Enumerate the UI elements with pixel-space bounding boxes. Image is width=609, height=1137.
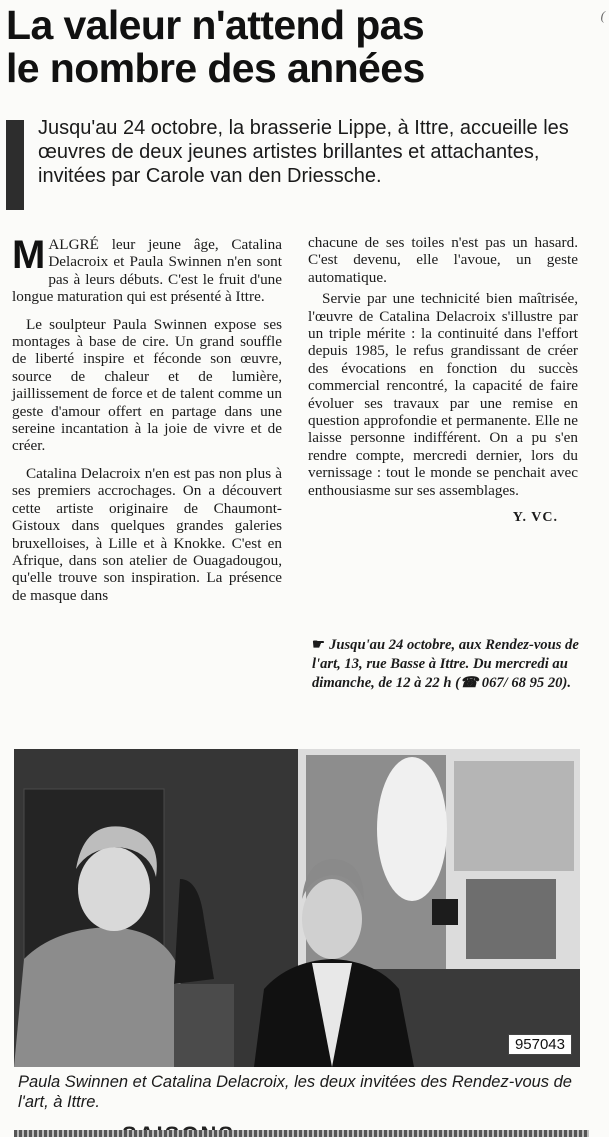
drop-cap: M	[12, 233, 46, 277]
margin-mark: (	[600, 8, 605, 23]
photo-illustration	[14, 749, 580, 1067]
paragraph-1-text: ALGRÉ leur jeune âge, Catalina Delacroix et Paula Swinnen n'en sont pas à leurs débuts. C'est le fruit d'une longue maturation qui est présenté à Ittre.	[12, 236, 282, 306]
paragraph-1	[12, 233, 282, 306]
paragraph-3: Catalina Delacroix n'en est pas non plus à ses premiers accrochages. On a découvert cette artiste originaire de Chaumont-Gistoux dans quelques grandes galeries bruxelloises, à Lille et à Knokke. C'est en Afrique, dans son atelier de Ouagadougou, qu'elle trouve son inspiration. La présence de masque dans	[12, 464, 282, 604]
author-signature: Y. VC.	[512, 510, 558, 526]
photo-reference-number: 957043	[508, 1034, 572, 1055]
lead-bar	[6, 120, 24, 210]
practical-info	[312, 636, 582, 693]
article-headline	[6, 4, 596, 90]
article-column-1	[12, 233, 282, 614]
paragraph-5: Servie par une technicité bien maîtrisée, l'œuvre de Catalina Delacroix s'illustre par un triple mérite : la continuité dans l'effort depuis 1985, le refus grandissant de créer des évocations en fonction du succès commercial rencontré, la capacité de faire évoluer ses travaux par une remise en question approfondie et permanente. Elle ne laisse personne indifférent. On a pu s'en rendre compte, mercredi dernier, lors du vernissage : tout le monde se penchait avec enthousiasme sur ses assemblages.	[308, 290, 578, 499]
article-lead: Jusqu'au 24 octobre, la brasserie Lippe, à Ittre, accueille les œuvres de deux jeunes artistes brillantes et attachantes, invitées par Carole van den Driessche.	[38, 117, 569, 187]
paragraph-2: Le soulpteur Paula Swinnen expose ses montages à base de cire. Un grand souffle de liberté inspire et féconde son œuvre, source de chaleur et de lumière, jaillissement de force et de talent comme un geste d'amour offert en partage dans une sereine incantation à la joie de vivre et de créer.	[12, 315, 282, 455]
article-column-2	[308, 234, 578, 527]
headline-line-2: le nombre des années	[6, 45, 425, 91]
headline-line-1: La valeur n'attend pas	[6, 2, 425, 48]
practical-info-text: Jusqu'au 24 octobre, aux Rendez-vous de l'art, 13, rue Basse à Ittre. Du mercredi au dimanche, de 12 à 22 h (☎ 067/ 68 95 20).	[312, 637, 579, 691]
article-photo	[14, 749, 580, 1067]
photo-caption: Paula Swinnen et Catalina Delacroix, les deux invitées des Rendez-vous de l'art, à Ittre.	[18, 1073, 572, 1111]
paragraph-4: chacune de ses toiles n'est pas un hasard. C'est devenu, elle l'avoue, un geste automatique.	[308, 234, 578, 286]
bottom-band	[14, 1130, 589, 1137]
pointing-hand-icon: ☛	[312, 637, 326, 653]
